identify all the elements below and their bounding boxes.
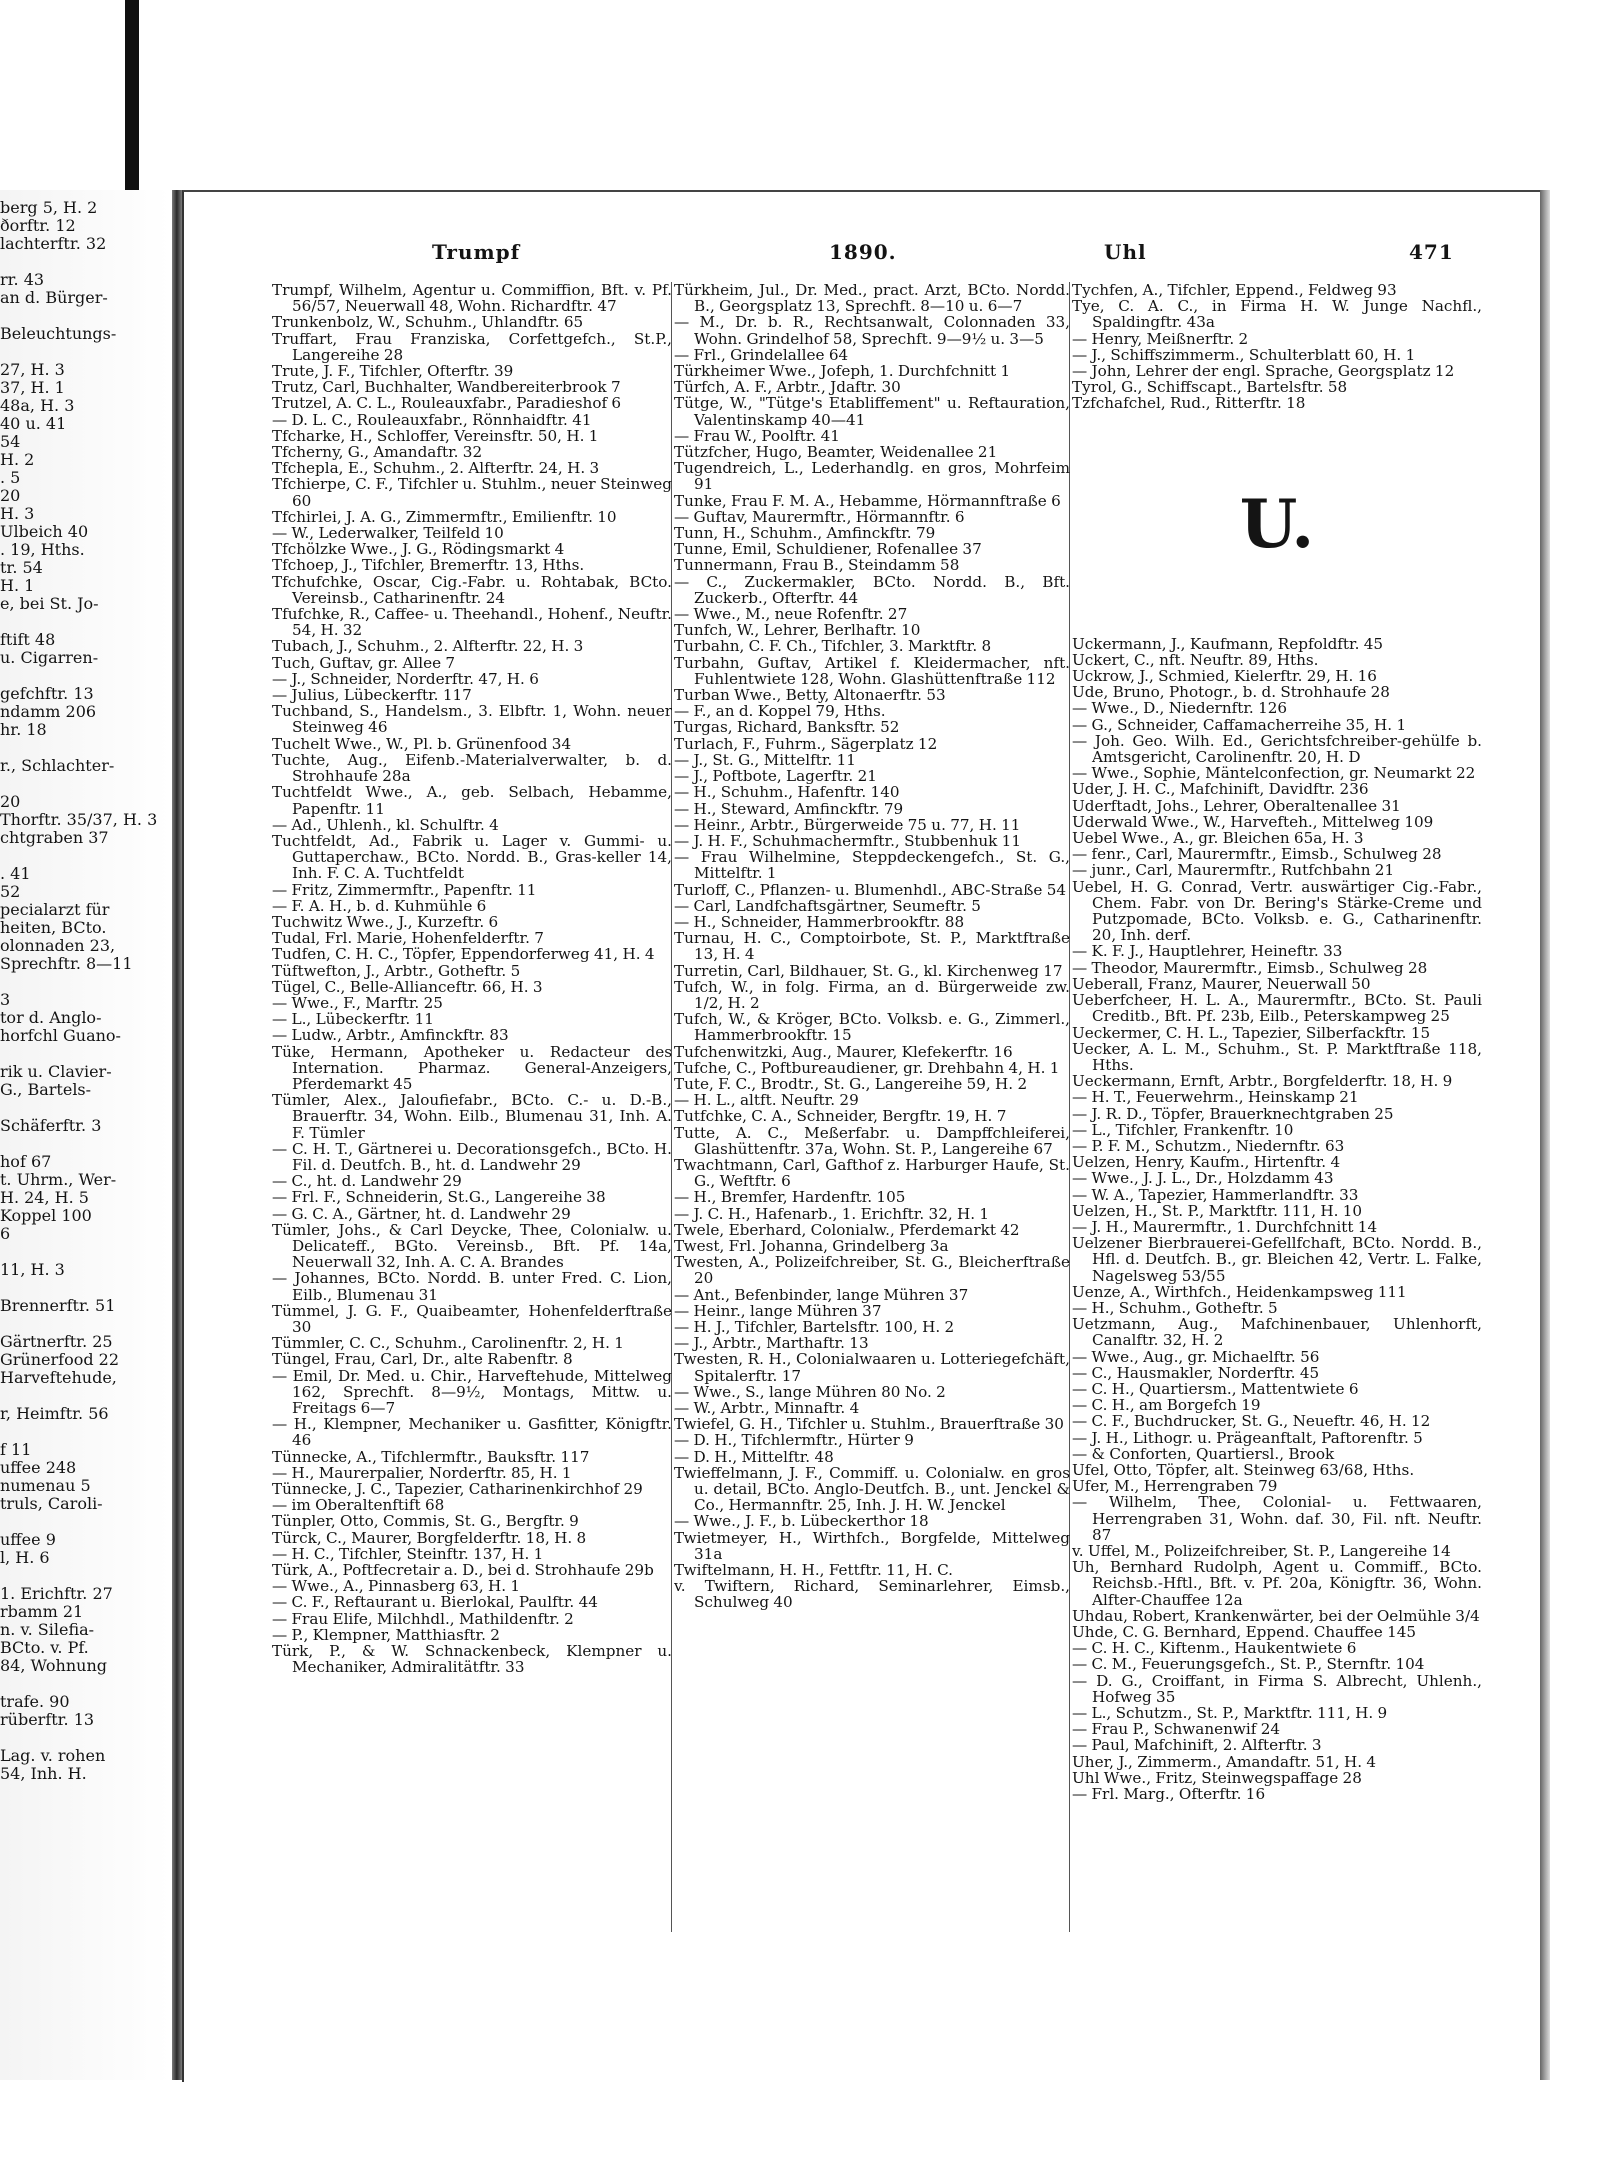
directory-entry: Tyrol, G., Schiffscapt., Bartelsftr. 58 [1072, 378, 1348, 397]
directory-entry: Turnau, H. C., Comptoirbote, St. P., Marktftraße 13, H. 4 [674, 929, 1070, 964]
directory-entry: — H., Schneider, Hammerbrookftr. 88 [674, 912, 965, 931]
directory-entry: — F. A. H., b. d. Kuhmühle 6 [272, 896, 487, 915]
page-header [184, 240, 1484, 270]
directory-entry: Tunne, Emil, Schuldiener, Rofenallee 37 [674, 540, 982, 559]
left-page-line: 3 [0, 990, 11, 1009]
directory-entry: Uelzen, Henry, Kaufm., Hirtenftr. 4 [1072, 1153, 1341, 1172]
left-page-line: 54, Inh. H. [0, 1764, 87, 1783]
directory-entry: — L., Tifchler, Frankenftr. 10 [1072, 1120, 1294, 1139]
left-page-line: 54 [0, 432, 21, 451]
directory-entry: — Fritz, Zimmermftr., Papenftr. 11 [272, 880, 537, 899]
left-page-line: H. 3 [0, 504, 35, 523]
left-page-fragment [0, 190, 170, 2080]
directory-entry: — Frl. F., Schneiderin, St.G., Langereihe 38 [272, 1188, 606, 1207]
directory-entry: Turloff, C., Pflanzen- u. Blumenhdl., ABC-Straße 54 [674, 880, 1067, 899]
directory-entry: — Ludw., Arbtr., Amfinckftr. 83 [272, 1026, 509, 1045]
directory-entry: — C. H. C., Kiftenm., Haukentwiete 6 [1072, 1639, 1357, 1658]
directory-entry: — J. H., Lithogr. u. Prägeanftalt, Paftorenftr. 5 [1072, 1428, 1423, 1447]
left-page-line: ftift 48 [0, 630, 56, 649]
directory-entry: — C. H., Quartiersm., Mattentwiete 6 [1072, 1379, 1359, 1398]
left-page-line: 37, H. 1 [0, 378, 65, 397]
directory-entry: Uderftadt, Johs., Lehrer, Oberaltenallee 31 [1072, 796, 1401, 815]
directory-entry: — Wwe., D., Niedernftr. 126 [1072, 699, 1288, 718]
directory-entry: Tufch, W., & Kröger, BCto. Volksb. e. G., Zimmerl., Hammerbrookftr. 15 [674, 1010, 1070, 1045]
directory-entry: Ueberall, Franz, Maurer, Neuerwall 50 [1072, 974, 1371, 993]
left-page-line: . 41 [0, 864, 31, 883]
directory-entry: — C., Zuckermakler, BCto. Nordd. B., Bft. Zuckerb., Ofterftr. 44 [674, 572, 1070, 607]
left-page-line: u. Cigarren- [0, 648, 99, 667]
directory-entry: — C. F., Reftaurant u. Bierlokal, Paulftr. 44 [272, 1593, 598, 1612]
directory-entry: Tümmel, J. G. F., Quaibeamter, Hohenfelderftraße 30 [272, 1301, 672, 1336]
directory-entry: — Paul, Mafchinift, 2. Alfterftr. 3 [1072, 1736, 1322, 1755]
directory-entry: — C. M., Feuerungsgefch., St. P., Sternftr. 104 [1072, 1655, 1425, 1674]
directory-entry: Tute, F. C., Brodtr., St. G., Langereihe 59, H. 2 [674, 1074, 1028, 1093]
directory-entry: v. Uffel, M., Polizeifchreiber, St. P., Langereihe 14 [1072, 1542, 1451, 1560]
column-3 [1072, 282, 1482, 2052]
left-page-line: BCto. v. Pf. [0, 1638, 89, 1657]
directory-entry: Tudfen, C. H. C., Töpfer, Eppendorferweg 41, H. 4 [272, 945, 655, 964]
directory-entry: — Frau Wilhelmine, Steppdeckengefch., St. G., Mittelftr. 1 [674, 848, 1070, 883]
left-page-line: 20 [0, 792, 21, 811]
directory-entry: Tfcherny, G., Amandaftr. 32 [272, 443, 483, 462]
directory-entry: Tuchwitz Wwe., J., Kurzeftr. 6 [272, 912, 499, 931]
left-page-line: ndamm 206 [0, 702, 97, 721]
directory-entry: — H., Klempner, Mechaniker u. Gasfitter, Königftr. 46 [272, 1415, 672, 1450]
directory-entry: Trute, J. F., Tifchler, Ofterftr. 39 [272, 362, 514, 381]
directory-entry: — Ant., Befenbinder, lange Mühren 37 [674, 1285, 969, 1304]
directory-entry: — Wwe., F., Marftr. 25 [272, 993, 443, 1012]
directory-entry: Tfchoep, J., Tifchler, Bremerftr. 13, Hths. [272, 556, 585, 575]
directory-entry: Tfufchke, R., Caffee- u. Theehandl., Hohenf., Neuftr. 54, H. 32 [272, 605, 672, 640]
directory-entry: Tümler, Alex., Jaloufiefabr., BCto. C.- u. D.-B., Brauerftr. 34, Wohn. Eilb., Blumenau 31, Inh. A. F. Tümler [272, 1091, 672, 1142]
directory-entry: Turlach, F., Fuhrm., Sägerplatz 12 [674, 734, 938, 753]
directory-entry: — Johannes, BCto. Nordd. B. unter Fred. C. Lion, Eilb., Blumenau 31 [272, 1269, 672, 1304]
directory-entry: Tfchierpe, C. F., Tifchler u. Stuhlm., neuer Steinweg 60 [272, 475, 672, 510]
directory-entry: — Heinr., lange Mühren 37 [674, 1301, 882, 1320]
directory-entry: Trutz, Carl, Buchhalter, Wandbereiterbrook 7 [272, 378, 621, 397]
directory-entry: Tünpler, Otto, Commis, St. G., Bergftr. 9 [272, 1512, 579, 1531]
directory-entry: Twesten, R. H., Colonialwaaren u. Lotteriegefchäft, Spitalerftr. 17 [674, 1350, 1070, 1385]
directory-entry: Tfchufchke, Oscar, Cig.-Fabr. u. Rohtabak, BCto. Vereinsb., Catharinenftr. 24 [272, 572, 672, 607]
directory-entry: — John, Lehrer der engl. Sprache, Georgsplatz 12 [1072, 362, 1455, 381]
left-page-line: 52 [0, 882, 21, 901]
directory-entry: Ueckermer, C. H. L., Tapezier, Silberfackftr. 15 [1072, 1023, 1431, 1042]
left-page-line: hof 67 [0, 1152, 52, 1171]
left-page-line: pecialarzt für [0, 900, 110, 919]
directory-entry: Tüngel, Frau, Carl, Dr., alte Rabenftr. 8 [272, 1350, 573, 1369]
directory-entry: — Carl, Landfchaftsgärtner, Seumeftr. 5 [674, 896, 981, 915]
left-page-line: tor d. Anglo- [0, 1008, 102, 1027]
directory-entry: Uelzener Bierbrauerei-Gefellfchaft, BCto. Nordd. B., Hfl. d. Deutfch. B., gr. Bleichen 42, Vertr. L. Falke, Nagelsweg 53/55 [1072, 1234, 1482, 1285]
directory-entry: Türk, A., Poftfecretair a. D., bei d. Strohhaufe 29b [272, 1561, 654, 1580]
left-page-line: rüberftr. 13 [0, 1710, 95, 1729]
directory-entry: Uher, J., Zimmerm., Amandaftr. 51, H. 4 [1072, 1752, 1377, 1771]
directory-entry: — Guftav, Maurermftr., Hörmannftr. 6 [674, 507, 965, 526]
left-page-line: 1. Erichftr. 27 [0, 1584, 113, 1603]
directory-entry: — Frau W., Poolftr. 41 [674, 426, 840, 445]
left-page-line: Gärtnerftr. 25 [0, 1332, 113, 1351]
directory-entry: Trutzel, A. C. L., Rouleauxfabr., Paradieshof 6 [272, 394, 622, 413]
directory-entry: Truffart, Frau Franziska, Corfettgefch., St.P., Langereihe 28 [272, 329, 672, 364]
directory-entry: Türkheimer Wwe., Jofeph, 1. Durchfchnitt 1 [674, 362, 1011, 381]
directory-entry: — Wwe., Aug., gr. Michaelftr. 56 [1072, 1347, 1320, 1366]
running-head-right: Uhl [1104, 240, 1147, 264]
directory-entry: Uhde, C. G. Bernhard, Eppend. Chauffee 145 [1072, 1623, 1417, 1642]
left-page-line: berg 5, H. 2 [0, 198, 98, 217]
directory-entry: — & Conforten, Quartiersl., Brook [1072, 1444, 1335, 1463]
directory-entry: — Joh. Geo. Wilh. Ed., Gerichtsfchreiber-gehülfe b. Amtsgericht, Carolinenftr. 20, H. D [1072, 731, 1482, 767]
directory-entry: — D. G., Croiffant, in Firma S. Albrecht, Uhlenh., Hofweg 35 [1072, 1671, 1482, 1706]
directory-entry: — P. F. M., Schutzm., Niedernftr. 63 [1072, 1136, 1345, 1155]
directory-entry: — Frau P., Schwanenwif 24 [1072, 1720, 1281, 1739]
directory-entry: Turbahn, Guftav, Artikel f. Kleidermacher, nft. Fuhlentwiete 128, Wohn. Glashüttenftraße 112 [674, 653, 1070, 688]
directory-entry: Ueberfcheer, H. L. A., Maurermftr., BCto. St. Pauli Creditb., Bft. Pf. 23b, Eilb., Peterskampweg 25 [1072, 991, 1482, 1026]
directory-entry: Tünnecke, J. C., Tapezier, Catharinenkirchhof 29 [272, 1480, 643, 1499]
directory-entry: Tuchtfeldt Wwe., A., geb. Selbach, Hebamme, Papenftr. 11 [272, 783, 672, 818]
directory-entry: — H. J., Tifchler, Bartelsftr. 100, H. 2 [674, 1318, 955, 1336]
directory-entry: — J., Arbtr., Marthaftr. 13 [674, 1334, 869, 1353]
directory-entry: Uebel, H. G. Conrad, Vertr. auswärtiger Cig.-Fabr., Chem. Fabr. von Dr. Bering's Stärke-Creme und Putzpomade, BCto. Volksb. e. G., Catharinenftr. 20, Inh. derf. [1072, 877, 1482, 945]
directory-entry: Trunkenbolz, W., Schuhm., Uhlandftr. 65 [272, 313, 584, 332]
directory-entry: Tügel, C., Belle-Allianceftr. 66, H. 3 [272, 977, 543, 996]
directory-entry: Tufche, C., Poftbureaudiener, gr. Drehbahn 4, H. 1 [674, 1058, 1060, 1077]
directory-entry: Tunke, Frau F. M. A., Hebamme, Hörmannftraße 6 [674, 491, 1061, 510]
left-page-line: ðorftr. 12 [0, 216, 76, 235]
left-page-line: rbamm 21 [0, 1602, 84, 1621]
directory-entry: Uckert, C., nft. Neuftr. 89, Hths. [1072, 650, 1319, 669]
directory-entry: — F., an d. Koppel 79, Hths. [674, 702, 886, 721]
left-page-line: tr. 54 [0, 558, 43, 577]
directory-entry: — J. C. H., Hafenarb., 1. Erichftr. 32, H. 1 [674, 1204, 990, 1223]
page-edge [1540, 190, 1550, 2080]
directory-entry: — Henry, Meißnerftr. 2 [1072, 329, 1249, 348]
running-head-left: Trumpf [432, 240, 521, 264]
directory-entry: Tützfcher, Hugo, Beamter, Weidenallee 21 [674, 443, 998, 462]
directory-entry: — C. H., am Borgefch 19 [1072, 1396, 1261, 1415]
left-page-line: e, bei St. Jo- [0, 594, 99, 613]
left-page-line: uffee 9 [0, 1530, 56, 1549]
directory-entry: Ueckermann, Ernft, Arbtr., Borgfelderftr. 18, H. 9 [1072, 1072, 1453, 1091]
directory-entry: Ufel, Otto, Töpfer, alt. Steinweg 63/68, Hths. [1072, 1460, 1415, 1479]
directory-entry: Türck, C., Maurer, Borgfelderftr. 18, H. 8 [272, 1528, 587, 1547]
directory-entry: Tüftwefton, J., Arbtr., Gotheftr. 5 [272, 961, 521, 980]
left-page-line: Brennerftr. 51 [0, 1296, 116, 1315]
directory-entry: — J. H. F., Schuhmachermftr., Stubbenhuk 11 [674, 831, 1021, 850]
directory-entry: Uetzmann, Aug., Mafchinenbauer, Uhlenhorft, Canalftr. 32, H. 2 [1072, 1315, 1482, 1350]
directory-entry: Turbahn, C. F. Ch., Tifchler, 3. Marktftr. 8 [674, 637, 992, 656]
left-page-line: 27, H. 3 [0, 360, 65, 379]
directory-entry: — Heinr., Arbtr., Bürgerweide 75 u. 77, H. 11 [674, 815, 1021, 834]
left-page-line: uffee 248 [0, 1458, 77, 1477]
directory-entry: Türkheim, Jul., Dr. Med., pract. Arzt, BCto. Nordd. B., Georgsplatz 13, Sprechft. 8—10 u. 6—7 [674, 282, 1070, 316]
directory-entry: — D. H., Mittelftr. 48 [674, 1447, 834, 1466]
directory-entry: Türk, P., & W. Schnackenbeck, Klempner u. Mechaniker, Admiralitätftr. 33 [272, 1642, 672, 1677]
left-page-line: horfchl Guano- [0, 1026, 121, 1045]
directory-entry: — Wwe., M., neue Rofenftr. 27 [674, 605, 908, 624]
directory-entry: Tugendreich, L., Lederhandlg. en gros, Mohrfeim 91 [674, 459, 1070, 494]
directory-entry: Uder, J. H. C., Mafchinift, Davidftr. 236 [1072, 780, 1369, 799]
directory-entry: Tychfen, A., Tifchler, Eppend., Feldweg 93 [1072, 282, 1397, 299]
directory-entry: Tfchölzke Wwe., J. G., Rödingsmarkt 4 [272, 540, 565, 559]
left-page-line: numenau 5 [0, 1476, 91, 1495]
directory-entry: Tufch, W., in folg. Firma, an d. Bürgerweide zw. 1/2, H. 2 [674, 977, 1070, 1012]
directory-entry: Tudal, Frl. Marie, Hohenfelderftr. 7 [272, 929, 544, 948]
directory-entry: — J., Schiffszimmerm., Schulterblatt 60, H. 1 [1072, 345, 1416, 364]
directory-entry: Uderwald Wwe., W., Harvefteh., Mittelweg 109 [1072, 812, 1434, 831]
directory-entry: — L., Schutzm., St. P., Marktftr. 111, H. 9 [1072, 1704, 1388, 1723]
directory-entry: — Wwe., Sophie, Mäntelconfection, gr. Neumarkt 22 [1072, 764, 1476, 783]
directory-entry: Tuchtfeldt, Ad., Fabrik u. Lager v. Gummi- u. Guttaperchaw., BCto. Nordd. B., Gras-keller 14, Inh. F. C. A. Tuchtfeldt [272, 831, 672, 883]
directory-entry: Tzfchafchel, Rud., Ritterftr. 18 [1072, 394, 1306, 413]
directory-entry: Uhdau, Robert, Krankenwärter, bei der Oelmühle 3/4 [1072, 1606, 1480, 1625]
directory-entry: — D. H., Tifchlermftr., Hürter 9 [674, 1431, 914, 1450]
directory-entry: Tufchenwitzki, Aug., Maurer, Klefekerftr. 16 [674, 1042, 1013, 1061]
left-page-line: chtgraben 37 [0, 828, 109, 847]
directory-entry: Twesten, A., Polizeifchreiber, St. G., Bleicherftraße 20 [674, 1253, 1070, 1288]
left-page-line: an d. Bürger- [0, 288, 108, 307]
directory-entry: Tuchelt Wwe., W., Pl. b. Grünenfood 34 [272, 734, 572, 753]
directory-entry: — K. F. J., Hauptlehrer, Heineftr. 33 [1072, 942, 1343, 961]
left-page-line: Thorftr. 35/37, H. 3 [0, 810, 158, 829]
directory-entry: Twele, Eberhard, Colonialw., Pferdemarkt 42 [674, 1220, 1020, 1239]
directory-entry: Ufer, M., Herrengraben 79 [1072, 1477, 1278, 1496]
directory-entry: Twest, Frl. Johanna, Grindelberg 3a [674, 1236, 949, 1255]
directory-entry: — H., Schuhm., Hafenftr. 140 [674, 783, 900, 802]
directory-entry: — C. H. T., Gärtnerei u. Decorationsgefch., BCto. H. Fil. d. Deutfch. B., ht. d. Landwehr 29 [272, 1139, 672, 1174]
left-page-line: f 11 [0, 1440, 32, 1459]
directory-entry: Tutfchke, C. A., Schneider, Bergftr. 19, H. 7 [674, 1107, 1007, 1126]
directory-entry: Tubach, J., Schuhm., 2. Alfterftr. 22, H. 3 [272, 637, 584, 656]
directory-entry: — W. A., Tapezier, Hammerlandftr. 33 [1072, 1185, 1359, 1204]
left-page-line: r., Schlachter- [0, 756, 115, 775]
directory-entry: — fenr., Carl, Maurermftr., Eimsb., Schulweg 28 [1072, 845, 1442, 864]
directory-entry: Tümler, Johs., & Carl Deycke, Thee, Colonialw. u. Delicateff., BGto. Vereinsb., Bft. Pf. 14a, Neuerwall 32, Inh. A. C. A. Brandes [272, 1220, 672, 1272]
directory-entry: — Frl. Marg., Ofterftr. 16 [1072, 1785, 1266, 1804]
directory-entry: Twiftelmann, H. H., Fettftr. 11, H. C. [674, 1561, 953, 1580]
left-page-line: Beleuchtungs- [0, 324, 117, 343]
directory-entry: v. Twiftern, Richard, Seminarlehrer, Eimsb., Schulweg 40 [674, 1577, 1070, 1612]
directory-entry: Türfch, A. F., Arbtr., Jdaftr. 30 [674, 378, 901, 397]
directory-entry: — W., Arbtr., Minnaftr. 4 [674, 1399, 860, 1418]
directory-entry: Uebel Wwe., A., gr. Bleichen 65a, H. 3 [1072, 829, 1364, 848]
directory-entry: Twietmeyer, H., Wirthfch., Borgfelde, Mittelweg 31a [674, 1528, 1070, 1563]
left-page-line: . 5 [0, 468, 21, 487]
directory-entry: — Wwe., S., lange Mühren 80 No. 2 [674, 1382, 946, 1401]
left-page-line: rr. 43 [0, 270, 45, 289]
left-page-line: Schäferftr. 3 [0, 1116, 102, 1135]
running-head-year: 1890. [829, 240, 897, 264]
directory-entry: — H. C., Tifchler, Steinftr. 137, H. 1 [272, 1544, 544, 1563]
directory-entry: — Emil, Dr. Med. u. Chir., Harveftehude, Mittelweg 162, Sprechft. 8—9½, Montags, Mittw. u. Freitags 6—7 [272, 1366, 672, 1418]
directory-entry: — J. H., Maurermftr., 1. Durchfchnitt 14 [1072, 1217, 1378, 1236]
directory-entry: — Julius, Lübeckerftr. 117 [272, 686, 472, 705]
left-page-line: rik u. Clavier- [0, 1062, 112, 1081]
directory-entry: — Frau Elife, Milchhdl., Mathildenftr. 2 [272, 1609, 574, 1628]
left-page-line: G., Bartels- [0, 1080, 92, 1099]
directory-entry: — M., Dr. b. R., Rechtsanwalt, Colonnaden 33, Wohn. Grindelhof 58, Sprechft. 9—9½ u. 3—5 [674, 313, 1070, 348]
directory-entry: — junr., Carl, Maurermftr., Rutfchbahn 21 [1072, 861, 1395, 880]
directory-entry: Tfcharke, H., Schloffer, Vereinsftr. 50, H. 1 [272, 426, 599, 445]
left-page-line: t. Uhrm., Wer- [0, 1170, 117, 1189]
directory-entry: Trumpf, Wilhelm, Agentur u. Commiffion, Bft. v. Pf. 56/57, Neuerwall 48, Wohn. Richardftr. 47 [272, 282, 672, 316]
directory-entry: — H., Steward, Amfinckftr. 79 [674, 799, 904, 818]
left-page-line: 6 [0, 1224, 11, 1243]
left-page-line: l, H. 6 [0, 1548, 50, 1567]
directory-entry: — W., Lederwalker, Teilfeld 10 [272, 524, 504, 543]
left-page-line: Sprechftr. 8—11 [0, 954, 133, 973]
directory-entry: Tunn, H., Schuhm., Amfinckftr. 79 [674, 524, 936, 543]
left-page-line: H. 24, H. 5 [0, 1188, 89, 1207]
directory-entry: — H., Bremfer, Hardenftr. 105 [674, 1188, 906, 1207]
left-page-line: Harveftehude, [0, 1368, 117, 1387]
left-page-line: 40 u. 41 [0, 414, 67, 433]
directory-entry: — Wwe., J. F., b. Lübeckerthor 18 [674, 1512, 929, 1531]
directory-entry: Turretin, Carl, Bildhauer, St. G., kl. Kirchenweg 17 [674, 961, 1063, 980]
left-page-line: . 19, Hths. [0, 540, 85, 559]
directory-entry: Tunfch, W., Lehrer, Berlhaftr. 10 [674, 621, 921, 640]
directory-entry: Twieffelmann, J. F., Commiff. u. Colonialw. en gros u. detail, BCto. Anglo-Deutfch. B., unt. Jenckel & Co., Hermannftr. 25, Inh. J. H. W. Jenckel [674, 1463, 1070, 1515]
directory-entry: Uenze, A., Wirthfch., Heidenkampsweg 111 [1072, 1282, 1407, 1301]
left-page-line: H. 2 [0, 450, 35, 469]
left-page-line: Grünerfood 22 [0, 1350, 120, 1369]
left-page-line: lachterftr. 32 [0, 234, 107, 253]
left-page-line: Koppel 100 [0, 1206, 92, 1225]
directory-entry: Tütge, W., "Tütge's Etabliffement" u. Reftauration, Valentinskamp 40—41 [674, 394, 1070, 429]
directory-entry: Tuchband, S., Handelsm., 3. Elbftr. 1, Wohn. neuer Steinweg 46 [272, 702, 672, 737]
directory-entry: — Theodor, Maurermftr., Eimsb., Schulweg 28 [1072, 958, 1428, 977]
directory-entry: Tye, C. A. C., in Firma H. W. Junge Nachfl., Spaldingftr. 43a [1072, 297, 1482, 332]
directory-entry: Uh, Bernhard Rudolph, Agent u. Commiff., BCto. Reichsb.-Hftl., Bft. v. Pf. 20a, Königftr. 36, Wohn. Alfter-Chauffee 12a [1072, 1558, 1482, 1609]
directory-entry: Uhl Wwe., Fritz, Steinwegspaffage 28 [1072, 1768, 1362, 1787]
directory-entry: Tuchte, Aug., Eifenb.-Materialverwalter, b. d. Strohhaufe 28a [272, 750, 672, 786]
left-page-line: 20 [0, 486, 21, 505]
directory-entry: — C. F., Buchdrucker, St. G., Neueftr. 46, H. 12 [1072, 1412, 1431, 1431]
directory-entry: — G., Schneider, Caffamacherreihe 35, H. 1 [1072, 715, 1407, 734]
directory-entry: Tuch, Guftav, gr. Allee 7 [272, 653, 456, 672]
directory-entry: — im Oberaltenftift 68 [272, 1496, 445, 1515]
left-page-line: 11, H. 3 [0, 1260, 65, 1279]
left-page-line: gefchftr. 13 [0, 684, 94, 703]
left-page-line: H. 1 [0, 576, 35, 595]
directory-entry: Turgas, Richard, Banksftr. 52 [674, 718, 900, 737]
directory-entry: Tfchepla, E., Schuhm., 2. Alfterftr. 24, H. 3 [272, 459, 600, 478]
directory-entry: Uckrow, J., Schmied, Kielerftr. 29, H. 16 [1072, 667, 1377, 686]
left-page-line: Ulbeich 40 [0, 522, 89, 541]
left-page-line: trafe. 90 [0, 1692, 70, 1711]
directory-entry: — Wilhelm, Thee, Colonial- u. Fettwaaren, Herrengraben 31, Wohn. daf. 30, Fil. nft. Neuftr. 87 [1072, 1493, 1482, 1544]
section-letter: U. [1239, 484, 1315, 563]
directory-entry: — Ad., Uhlenh., kl. Schulftr. 4 [272, 815, 499, 834]
page-number: 471 [1409, 240, 1454, 264]
directory-entry: — Wwe., A., Pinnasberg 63, H. 1 [272, 1577, 521, 1596]
directory-entry: — H. L., altft. Neuftr. 29 [674, 1091, 859, 1110]
directory-entry: Tüke, Hermann, Apotheker u. Redacteur des Internation. Pharmaz. General-Anzeigers, Pferdemarkt 45 [272, 1042, 672, 1093]
left-page-line: r, Heimftr. 56 [0, 1404, 109, 1423]
directory-entry: — J. R. D., Töpfer, Brauerknechtgraben 25 [1072, 1104, 1394, 1123]
directory-entry: — J., Poftbote, Lagerftr. 21 [674, 767, 877, 786]
directory-entry: — C., Hausmakler, Norderftr. 45 [1072, 1363, 1320, 1382]
directory-entry: Tfchirlei, J. A. G., Zimmermftr., Emilienftr. 10 [272, 507, 617, 526]
directory-entry: Uelzen, H., St. P., Marktftr. 111, H. 10 [1072, 1201, 1363, 1220]
left-page-line: truls, Caroli- [0, 1494, 103, 1513]
directory-entry: — H., Schuhm., Gotheftr. 5 [1072, 1298, 1278, 1317]
directory-entry: — C., ht. d. Landwehr 29 [272, 1172, 462, 1191]
column-1 [272, 282, 672, 2052]
left-page-line: hr. 18 [0, 720, 47, 739]
left-page-line: 84, Wohnung [0, 1656, 107, 1675]
directory-entry: Turban Wwe., Betty, Altonaerftr. 53 [674, 686, 946, 705]
directory-entry: — D. L. C., Rouleauxfabr., Rönnhaidftr. 41 [272, 410, 592, 429]
directory-entry: — L., Lübeckerftr. 11 [272, 1010, 434, 1029]
directory-entry: Tünnecke, A., Tifchlermftr., Bauksftr. 117 [272, 1447, 590, 1466]
left-page-line: olonnaden 23, [0, 936, 116, 955]
column-2 [674, 282, 1070, 2052]
directory-entry: Uecker, A. L. M., Schuhm., St. P. Marktftraße 118, Hths. [1072, 1039, 1482, 1074]
left-page-line: n. v. Silefia- [0, 1620, 95, 1639]
directory-page [182, 190, 1546, 2082]
directory-entry: Tunnermann, Frau B., Steindamm 58 [674, 556, 960, 575]
directory-entry: — J., Schneider, Norderftr. 47, H. 6 [272, 669, 539, 688]
directory-entry: — H. T., Feuerwehrm., Heinskamp 21 [1072, 1088, 1359, 1107]
directory-entry: — Frl., Grindelallee 64 [674, 345, 849, 364]
directory-entry: — J., St. G., Mittelftr. 11 [674, 750, 856, 769]
directory-entry: — P., Klempner, Matthiasftr. 2 [272, 1625, 500, 1644]
directory-entry: Ude, Bruno, Photogr., b. d. Strohhaufe 28 [1072, 683, 1390, 702]
left-page-line: Lag. v. rohen [0, 1746, 106, 1765]
directory-entry: Twachtmann, Carl, Gafthof z. Harburger Haufe, St. G., Weftftr. 6 [674, 1155, 1070, 1191]
directory-entry: Tümmler, C. C., Schuhm., Carolinenftr. 2, H. 1 [272, 1334, 624, 1353]
directory-entry: — Wwe., J. J. L., Dr., Holzdamm 43 [1072, 1169, 1334, 1188]
directory-entry: — G. C. A., Gärtner, ht. d. Landwehr 29 [272, 1204, 571, 1223]
directory-entry: Tutte, A. C., Meßerfabr. u. Dampffchleiferei, Glashüttenftr. 37a, Wohn. St. P., Langereihe 67 [674, 1123, 1070, 1158]
directory-entry: Twiefel, G. H., Tifchler u. Stuhlm., Brauerftraße 30 [674, 1415, 1064, 1434]
directory-entry: Uckermann, J., Kaufmann, Repfoldftr. 45 [1072, 634, 1384, 653]
left-page-line: heiten, BCto. [0, 918, 107, 937]
directory-entry: — H., Maurerpalier, Norderftr. 85, H. 1 [272, 1463, 572, 1482]
left-page-line: 48a, H. 3 [0, 396, 75, 415]
